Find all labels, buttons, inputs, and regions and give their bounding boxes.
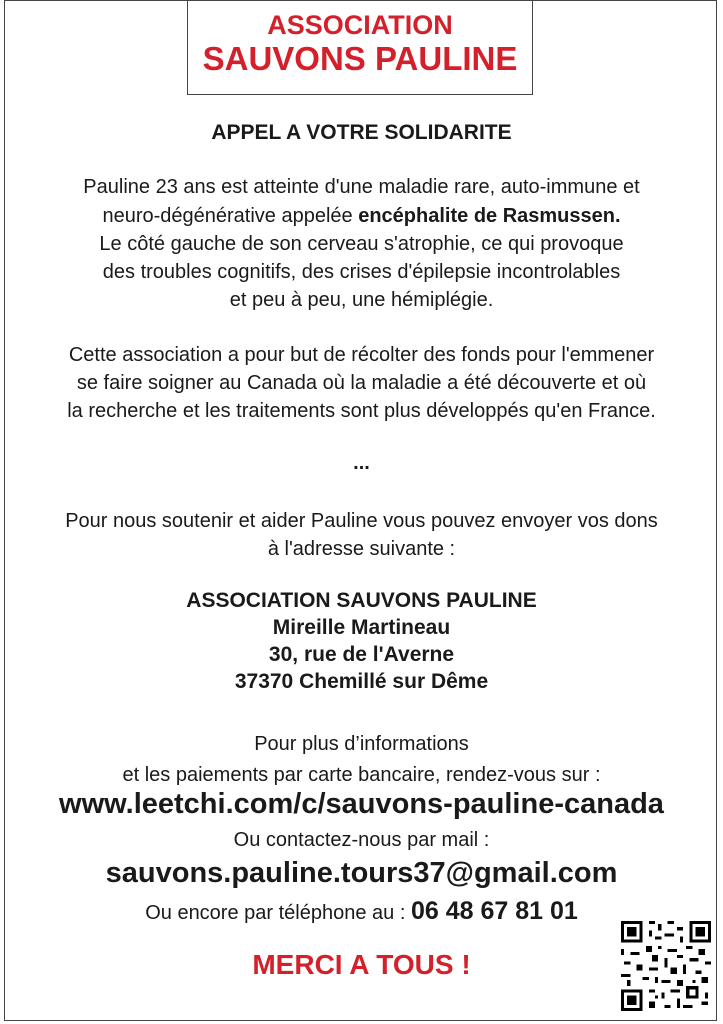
title-box [187,0,533,95]
merci-closing: MERCI A TOUS ! [252,949,471,980]
p2-line1: Cette association a pour but de récolter des fonds pour l'emmener [68,344,655,366]
contact-email[interactable]: sauvons.pauline.tours37@gmail.com [105,857,618,889]
donation-url[interactable]: www.leetchi.com/c/sauvons-pauline-canada [59,788,664,820]
address-name: Mireille Martineau [272,616,451,639]
p1-line2 [0,205,723,228]
p3-line1: Pour nous soutenir et aider Pauline vous pouvez envoyer vos dons [65,510,658,532]
mail-label: Ou contactez-nous par mail : [233,829,490,851]
title-sauvons-pauline: SAUVONS PAULINE [202,40,518,77]
ellipsis: ... [353,452,370,474]
p2-line3: la recherche et les traitements sont plus développés qu'en France. [67,400,656,422]
phone-label: Ou encore par téléphone au : [145,902,411,924]
phone-number[interactable]: 06 48 67 81 01 [410,897,578,925]
appeal-heading: APPEL A VOTRE SOLIDARITE [211,121,512,144]
p1-line1: Pauline 23 ans est atteinte d'une maladie rare, auto-immune et [83,176,640,198]
address-org: ASSOCIATION SAUVONS PAULINE [186,589,537,612]
p1-line2-text: neuro-dégénérative appelée [102,205,359,227]
phone-line [0,897,723,926]
address-street: 30, rue de l'Averne [268,643,455,666]
p2-line2: se faire soigner au Canada où la maladie a été découverte et où [76,372,647,394]
title-association: ASSOCIATION [267,10,453,40]
p1-line3: Le côté gauche de son cerveau s'atrophie, ce qui provoque [99,233,624,255]
address-city: 37370 Chemillé sur Dême [234,670,489,693]
qr-code-icon [621,921,711,1011]
info-line2: et les paiements par carte bancaire, rendez-vous sur : [122,764,601,786]
info-line1: Pour plus d’informations [254,733,469,755]
disease-name: encéphalite de Rasmussen. [358,205,621,227]
p1-line5: et peu à peu, une hémiplégie. [229,289,494,311]
p1-line4: des troubles cognitifs, des crises d'épilepsie incontrolables [102,261,621,283]
p3-line2: à l'adresse suivante : [267,538,456,560]
